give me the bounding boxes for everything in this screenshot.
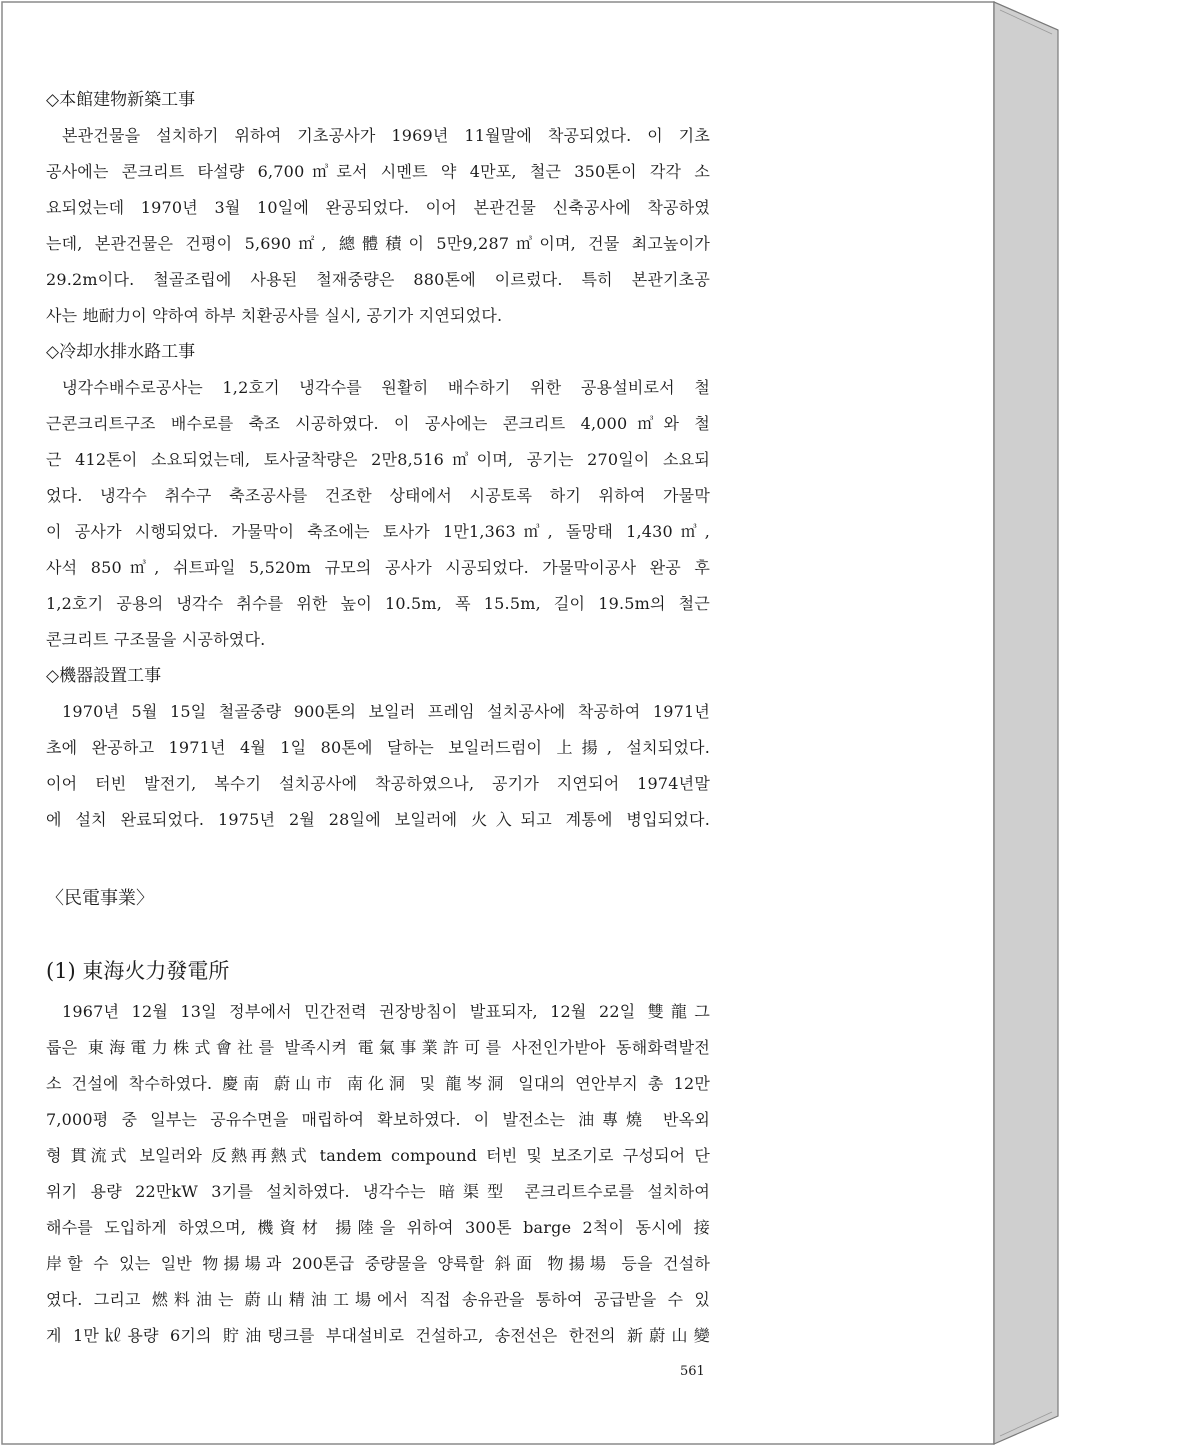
paragraph-line: 위기 용량 22만kW 3기를 설치하였다. 냉각수는 暗渠型 콘크리트수로를 설치하여 (46, 1182, 710, 1201)
paragraph-line: 공사에는 콘크리트 타설량 6,700㎥로서 시멘트 약 4만포, 철근 350톤이 각각 소 (46, 162, 710, 181)
paragraph-line: 岸할 수 있는 일반 物揚場과 200톤급 중량물을 양륙할 斜面 物揚場 등을 건설하 (46, 1254, 710, 1273)
subsection-title: (1) 東海火力發電所 (46, 959, 230, 983)
paragraph-line: 본관건물을 설치하기 위하여 기초공사가 1969년 11월말에 착공되었다. 이 기초 (62, 126, 710, 145)
paragraph-line: 1970년 5월 15일 철골중량 900톤의 보일러 프레임 설치공사에 착공하여 1971년 (62, 702, 710, 721)
section-heading: ◇冷却水排水路工事 (46, 342, 196, 362)
paragraph-line: 에 설치 완료되었다. 1975년 2월 28일에 보일러에 火入되고 계통에 병입되었다. (46, 810, 710, 829)
paragraph-line: 였다. 그리고 燃料油는 蔚山精油工場에서 직접 송유관을 통하여 공급받을 수 있 (46, 1290, 710, 1309)
paragraph-line: 게 1만㎘용량 6기의 貯油탱크를 부대설비로 건설하고, 송전선은 한전의 新蔚山變 (46, 1326, 710, 1345)
paragraph-line: 1,2호기 공용의 냉각수 취수를 위한 높이 10.5m, 폭 15.5m, 길이 19.5m의 철근 (46, 594, 710, 613)
section-heading: ◇機器設置工事 (46, 666, 162, 686)
paragraph-line: 사는 地耐力이 약하여 하부 치환공사를 실시, 공기가 지연되었다. (46, 306, 503, 325)
paragraph-line: 7,000평 중 일부는 공유수면을 매립하여 확보하였다. 이 발전소는 油專燒 반옥외 (46, 1110, 710, 1129)
paragraph-line: 었다. 냉각수 취수구 축조공사를 건조한 상태에서 시공토록 하기 위하여 가물막 (46, 486, 710, 505)
section-equipment-install (46, 658, 710, 838)
paragraph-line: 해수를 도입하게 하였으며, 機資材 揚陸을 위하여 300톤 barge 2척이 동시에 接 (46, 1218, 710, 1237)
section-title: 〈民電事業〉 (46, 888, 154, 909)
paragraph-line: 룹은 東海電力株式會社를 발족시켜 電氣事業許可를 사전인가받아 동해화력발전 (46, 1038, 710, 1057)
page-number: 561 (680, 1364, 705, 1379)
paragraph-line: 콘크리트 구조물을 시공하였다. (46, 630, 266, 649)
paragraph-line: 소 건설에 착수하였다. 慶南 蔚山市 南化洞 및 龍岑洞 일대의 연안부지 총 12만 (46, 1074, 710, 1093)
paragraph-line: 냉각수배수로공사는 1,2호기 냉각수를 원활히 배수하기 위한 공용설비로서 철 (62, 378, 710, 397)
page-content (46, 82, 710, 1345)
paragraph-line: 는데, 본관건물은 건평이 5,690㎡, 總體積이 5만9,287㎥이며, 건물 최고높이가 (46, 234, 710, 253)
paragraph-line: 근 412톤이 소요되었는데, 토사굴착량은 2만8,516㎥이며, 공기는 270일이 소요되 (46, 450, 710, 469)
section-main-building (46, 82, 710, 334)
paragraph-line: 29.2m이다. 철골조립에 사용된 철재중량은 880톤에 이르렀다. 특히 본관기초공 (46, 270, 710, 289)
section-cooling-water (46, 334, 710, 658)
paragraph-line: 요되었는데 1970년 3월 10일에 완공되었다. 이어 본관건물 신축공사에 착공하였 (46, 198, 710, 217)
section-donghae-plant (46, 994, 710, 1354)
paragraph-line: 근콘크리트구조 배수로를 축조 시공하였다. 이 공사에는 콘크리트 4,000㎥와 철 (46, 414, 710, 433)
paragraph-line: 이어 터빈 발전기, 복수기 설치공사에 착공하였으나, 공기가 지연되어 1974년말 (46, 774, 710, 793)
paragraph-line: 1967년 12월 13일 정부에서 민간전력 권장방침이 발표되자, 12월 22일 雙龍그 (62, 1002, 710, 1021)
paragraph-line: 초에 완공하고 1971년 4월 1일 80톤에 달하는 보일러드럼이 上揚, 설치되었다. (46, 738, 710, 757)
paragraph-line: 이 공사가 시행되었다. 가물막이 축조에는 토사가 1만1,363㎥, 돌망태 1,430㎥, (46, 522, 710, 541)
paragraph-line: 사석 850㎥, 쉬트파일 5,520m 규모의 공사가 시공되었다. 가물막이공사 완공 후 (46, 558, 710, 577)
page-edge-side (994, 2, 1058, 1444)
paragraph-line: 형 貫流式 보일러와 反熱再熱式 tandem compound 터빈 및 보조기로 구성되어 단 (46, 1146, 710, 1165)
section-heading: ◇本館建物新築工事 (46, 90, 196, 110)
